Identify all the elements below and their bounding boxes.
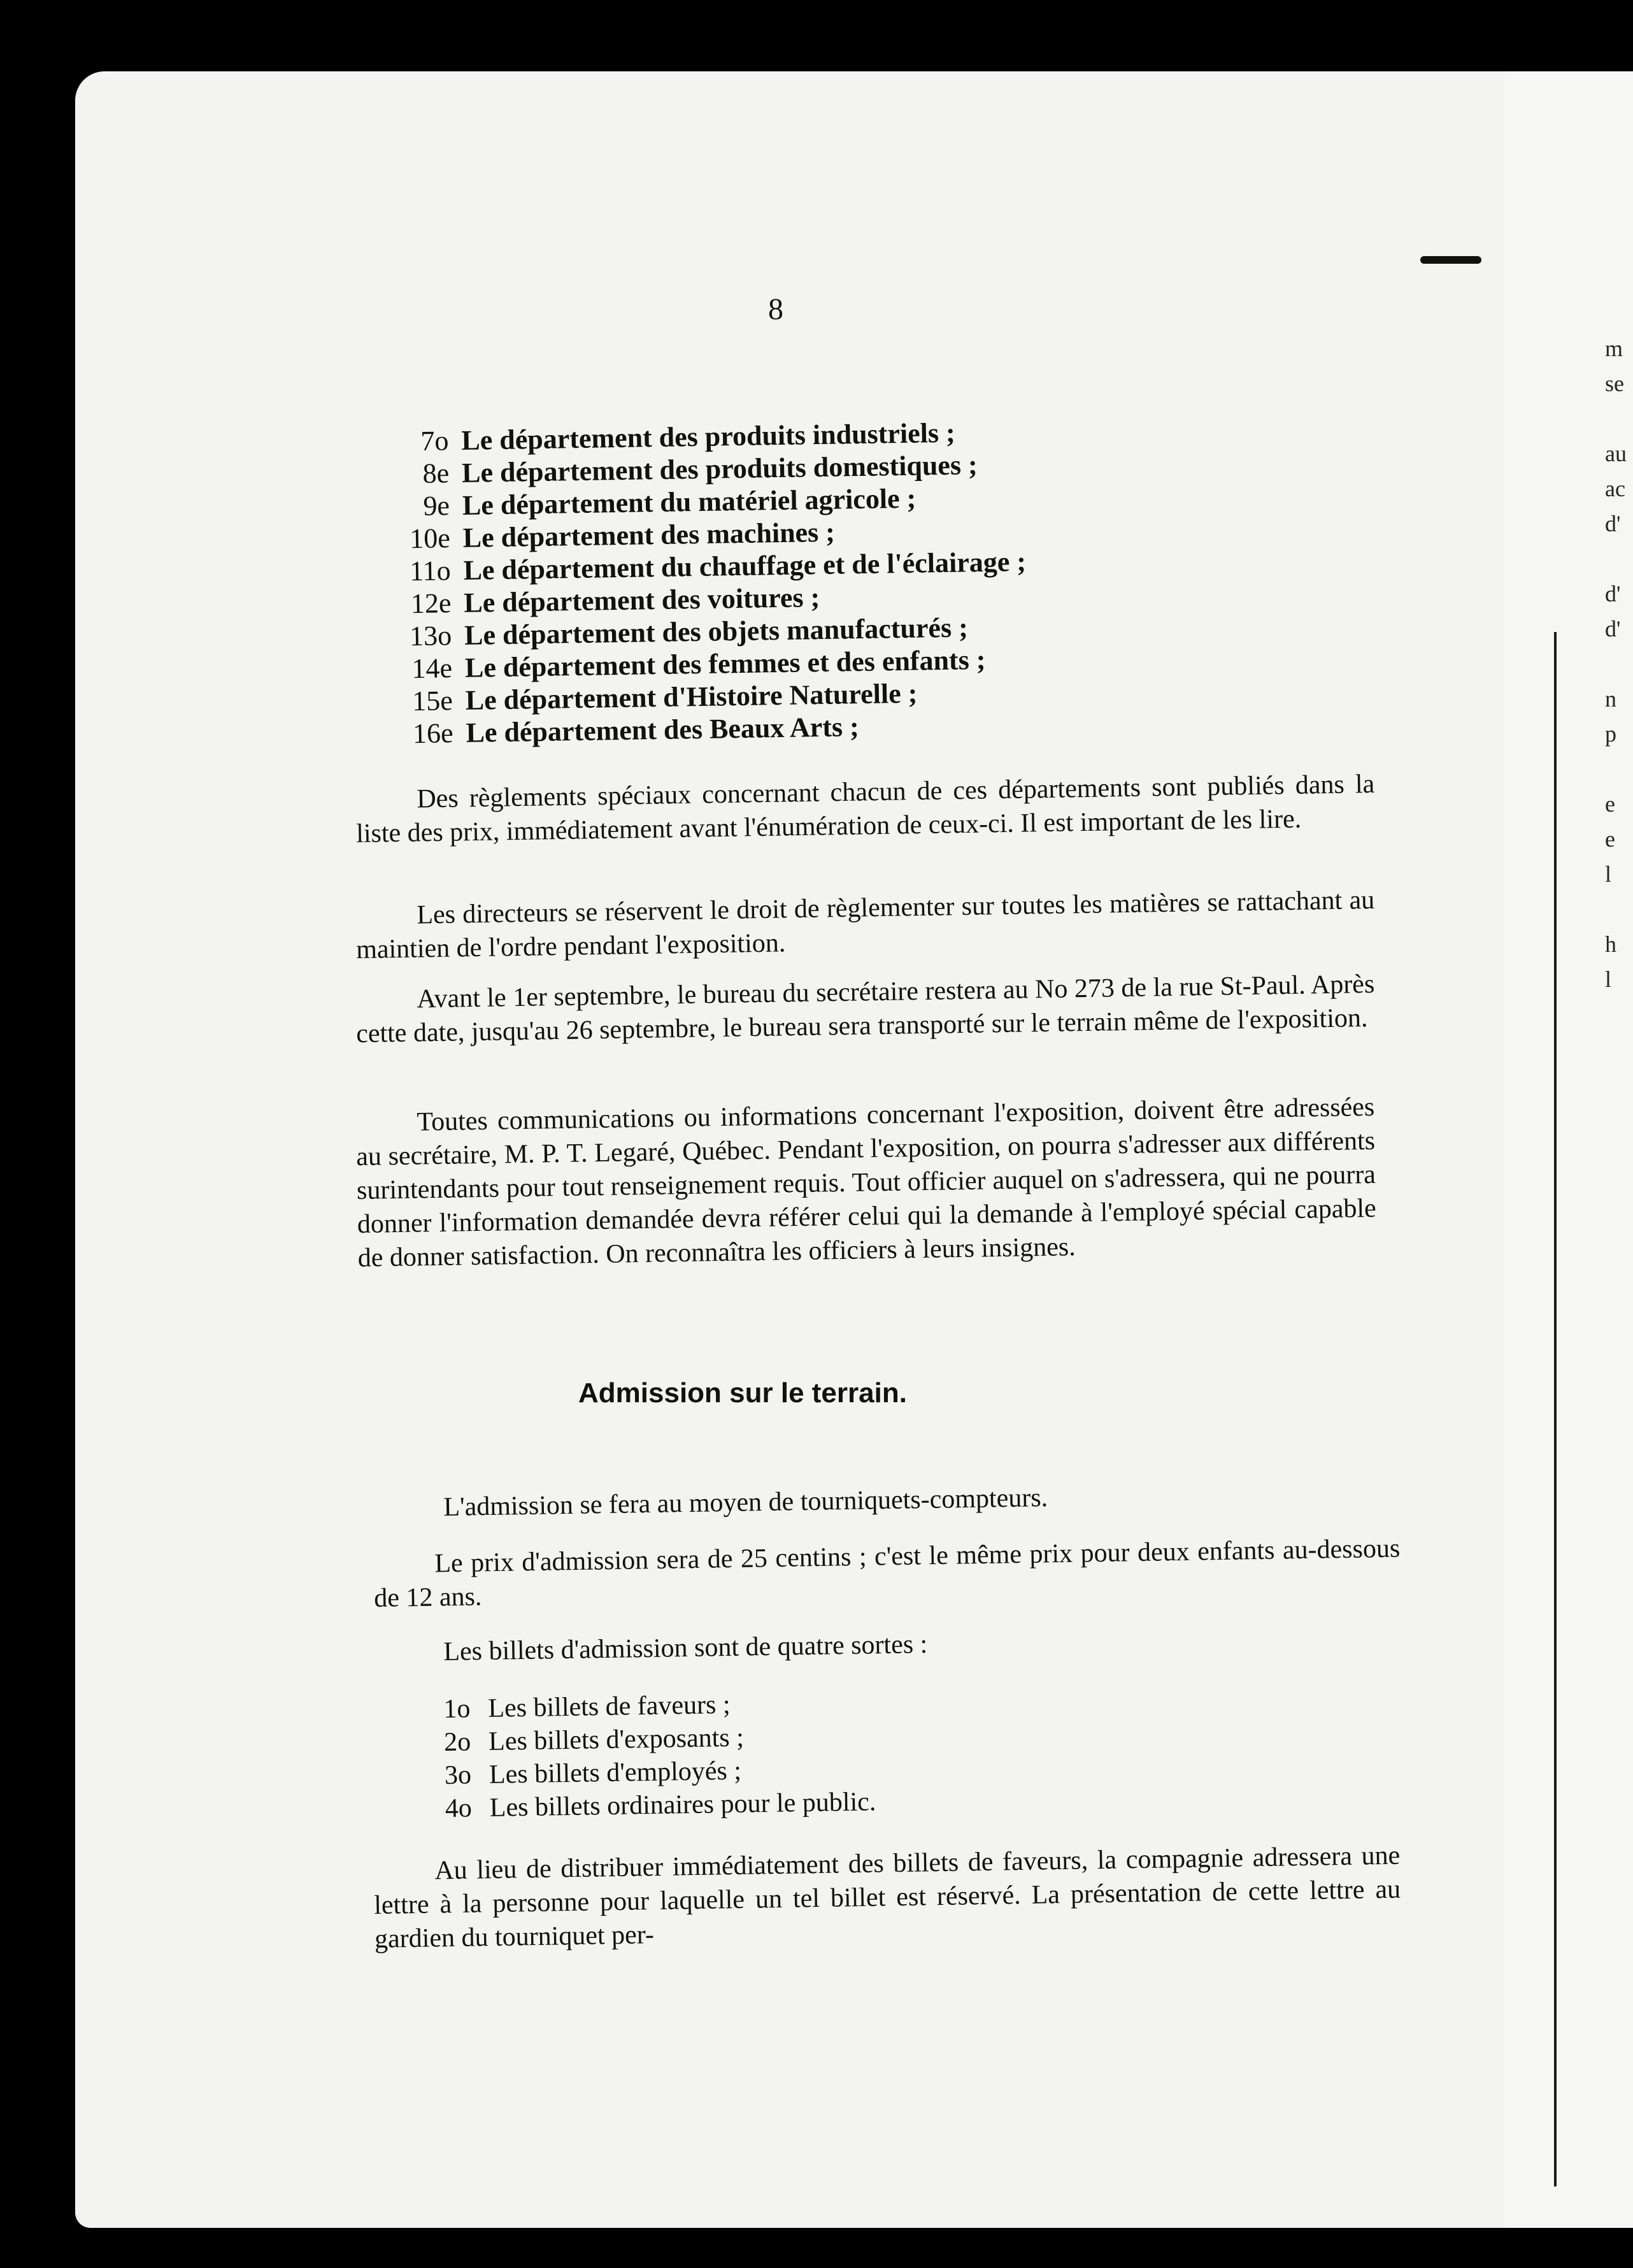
list-number: 1o: [443, 1694, 471, 1724]
list-text: Le département des produits domestiques ;: [461, 449, 978, 489]
facing-fragment: d': [1605, 581, 1621, 606]
facing-fragment: [1605, 892, 1633, 927]
facing-fragment: e: [1605, 826, 1615, 852]
paragraph-bureau: Avant le 1er septembre, le bureau du secrétaire restera au No 273 de la rue St-Paul. Après cette date, jusqu'au 26 septembre, le bureau sera transporté sur le terrain même de l'exposition.: [355, 969, 1375, 1049]
facing-fragment: m: [1605, 336, 1623, 361]
list-text: Le département des produits industriels ;: [460, 417, 956, 456]
list-number: 15e: [411, 685, 453, 717]
facing-fragment: se: [1605, 371, 1624, 396]
list-number: 3o: [444, 1760, 472, 1790]
list-text: Les billets d'employés ;: [488, 1756, 742, 1790]
list-text: Le département des voitures ;: [464, 582, 820, 619]
facing-fragment: h: [1605, 931, 1616, 957]
list-number: 4o: [445, 1793, 473, 1823]
list-number: 8e: [422, 457, 450, 489]
facing-fragment: d': [1605, 511, 1621, 536]
facing-page-text: [1605, 331, 1633, 997]
facing-fragment: [1605, 401, 1633, 436]
page-number: 8: [768, 292, 783, 326]
list-number: 12e: [410, 587, 452, 620]
list-text: Le département du matériel agricole ;: [462, 482, 916, 521]
list-number: 2o: [443, 1727, 471, 1757]
list-text: Les billets d'exposants ;: [488, 1723, 745, 1756]
list-number: 13o: [409, 620, 452, 652]
paragraph-communications: Toutes communications ou informations concernant l'exposition, doivent être adressées au secrétaire, M. P. T. Legaré, Québec. Pendant l'exposition, on pourra s'adresser aux différents surintendants pour tout renseignement requis. Tout officier auquel on s'adressera, qui ne pourra donner l'information demandée devra référer celui qui la demande à l'employé spécial capable de donner satisfaction. On reconnaîtra les officiers à leurs insignes.: [355, 1092, 1377, 1273]
list-text: Les billets ordinaires pour le public.: [489, 1787, 876, 1823]
binding-fold-line: [1554, 632, 1557, 2186]
list-number: 10e: [409, 522, 451, 555]
paragraph-directeurs: Les directeurs se réservent le droit de règlementer sur toutes les matières se rattachant au maintien de l'ordre pendant l'exposition.: [355, 885, 1375, 965]
facing-fragment: [1605, 752, 1633, 787]
list-number: 9e: [423, 490, 450, 522]
list-text: Le département d'Histoire Naturelle ;: [465, 677, 918, 716]
facing-fragment: l: [1605, 966, 1612, 992]
facing-fragment: [1605, 647, 1633, 682]
list-text: Les billets de faveurs ;: [488, 1690, 731, 1723]
facing-fragment: au: [1605, 441, 1627, 466]
department-list: [373, 410, 1397, 750]
list-text: Le département des machines ;: [462, 516, 836, 554]
facing-fragment: d': [1605, 616, 1621, 642]
paragraph-admission: L'admission se fera au moyen de tourniquets-compteurs.: [443, 1483, 1048, 1522]
list-number: 7o: [420, 425, 449, 457]
scanned-page: [75, 71, 1633, 2228]
list-number: 14e: [411, 652, 453, 685]
facing-fragment: l: [1605, 861, 1612, 887]
paragraph-reglements: Des règlements spéciaux concernant chacun de ces départements sont publiés dans la liste des prix, immédiatement avant l'énumération de ceux-ci. Il est important de les lire.: [355, 769, 1375, 849]
list-text: Le département des objets manufacturés ;: [464, 612, 969, 651]
list-text: Le département des Beaux Arts ;: [466, 711, 860, 749]
list-text: Le département du chauffage et de l'éclairage ;: [463, 545, 1027, 586]
facing-fragment: p: [1605, 721, 1616, 747]
ticket-list: [443, 1684, 1018, 1825]
paragraph-prix: Le prix d'admission sera de 25 centins ; c'est le même prix pour deux enfants au-dessous de 12 ans.: [373, 1533, 1401, 1613]
paragraph-faveurs: Au lieu de distribuer immédiatement des billets de faveurs, la compagnie adressera une lettre à la personne pour laquelle un tel billet est réservé. La présentation de cette lettre au gardien du tourniquet per-: [373, 1841, 1401, 1954]
page-body: [75, 71, 1505, 2228]
facing-fragment: e: [1605, 791, 1615, 817]
list-number: 16e: [412, 717, 453, 750]
facing-fragment: n: [1605, 686, 1616, 712]
facing-fragment: [1605, 542, 1633, 577]
paragraph-billets: Les billets d'admission sont de quatre sortes :: [443, 1630, 928, 1667]
list-number: 11o: [409, 555, 451, 587]
list-text: Le département des femmes et des enfants ;: [464, 643, 986, 684]
section-heading: Admission sur le terrain.: [578, 1377, 907, 1409]
facing-fragment: ac: [1605, 476, 1625, 501]
